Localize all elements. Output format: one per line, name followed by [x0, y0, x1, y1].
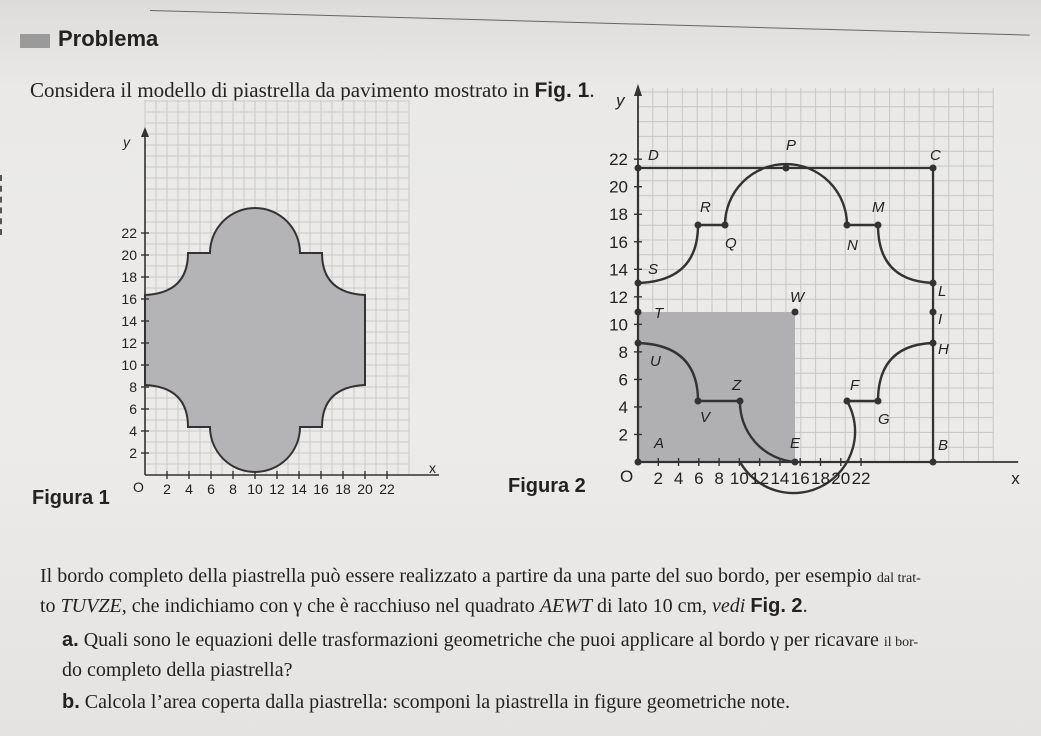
- figure-1-x-tick: 14: [291, 481, 307, 497]
- figure-1-x-tick: 20: [357, 481, 373, 497]
- body-line-2-a: to: [40, 595, 56, 617]
- figure-1-y-tick: 8: [129, 379, 137, 395]
- point-label-v: V: [700, 409, 711, 426]
- figure-2-y-tick: 4: [618, 397, 628, 417]
- figure-2-x-tick: 22: [851, 469, 871, 488]
- figure-1-y-tick: 20: [121, 247, 137, 263]
- body-figure-ref: Fig. 2: [750, 595, 803, 617]
- figure-2-y-tick: 6: [618, 370, 628, 390]
- question-b-letter: b.: [62, 691, 80, 713]
- figure-1-x-tick: 8: [229, 481, 237, 497]
- point-label-a: A: [654, 435, 665, 452]
- figure-1-y-tick: 6: [129, 401, 137, 417]
- figure-1-origin: O: [133, 479, 144, 495]
- figure-2-x-tick: 4: [673, 469, 684, 488]
- figure-2-x-tick: 14: [770, 469, 790, 488]
- question-a-letter: a.: [62, 629, 79, 651]
- figure-2-x-tick: 12: [750, 469, 770, 488]
- figure-2-y-tick: 8: [618, 342, 628, 362]
- figure-1-y-label: y: [123, 134, 130, 150]
- figure-2-y-tick: 20: [609, 177, 628, 197]
- point-label-n: N: [847, 237, 858, 254]
- figure-1: [100, 85, 460, 515]
- binding-marks: [0, 175, 6, 235]
- point-label-w: W: [790, 289, 805, 306]
- intro-period: .: [589, 78, 595, 102]
- figure-2-x-tick: 8: [714, 469, 724, 488]
- body-line-2-b: , che indichiamo con γ che è racchiuso nel quadrato: [121, 595, 535, 617]
- point-label-e: E: [790, 435, 801, 452]
- figure-1-x-tick: 12: [269, 481, 285, 497]
- question-a-text-2: do completo della piastrella?: [62, 659, 293, 681]
- figure-1-label: Figura 1: [32, 487, 110, 509]
- question-b-text: Calcola l’area coperta dalla piastrella: scomponi la piastrella in figure geometriche note.: [84, 691, 791, 713]
- figure-2-y-tick: 10: [609, 315, 628, 335]
- point-label-l: L: [938, 283, 947, 300]
- body-line-2-c: di lato 10 cm,: [597, 595, 708, 617]
- body-line-1-text: Il bordo completo della piastrella può essere realizzato a partire da una parte del suo bordo, per esempio: [40, 565, 872, 587]
- figure-1-x-tick: 18: [335, 481, 351, 497]
- figure-2-x-tick: 2: [653, 469, 664, 488]
- figure-1-x-tick: 6: [207, 481, 215, 497]
- point-label-u: U: [650, 353, 661, 370]
- figure-1-x-tick: 22: [379, 481, 395, 497]
- figure-2-x-tick: 6: [694, 469, 704, 488]
- figure-1-y-tick: 18: [121, 269, 137, 285]
- body-line-1-small: dal trat-: [876, 571, 921, 586]
- figure-2-label: Figura 2: [508, 475, 586, 497]
- point-label-i: I: [938, 311, 943, 328]
- point-label-c: C: [930, 147, 941, 164]
- point-label-z: Z: [732, 377, 742, 394]
- figure-1-x-tick: 4: [185, 481, 193, 497]
- body-line-1: [40, 563, 921, 592]
- point-label-t: T: [654, 305, 664, 322]
- figure-2-origin: O: [620, 467, 634, 486]
- figure-2-x-tick: 20: [831, 469, 851, 488]
- figure-2-x-tick: 10: [729, 469, 749, 488]
- figure-1-y-tick: 12: [121, 335, 137, 351]
- point-label-s: S: [648, 261, 659, 278]
- square-name: AEWT: [539, 595, 593, 617]
- figure-2-y-tick: 18: [609, 205, 628, 225]
- figure-1-y-tick: 4: [129, 423, 137, 439]
- intro-sentence: Considera il modello di piastrella da pavimento mostrato in: [30, 78, 530, 102]
- point-label-m: M: [872, 199, 885, 216]
- figure-2-y-tick: 12: [609, 287, 628, 307]
- question-a-text: Quali sono le equazioni delle trasformazioni geometriche che puoi applicare al bordo γ per ricavare: [83, 629, 879, 651]
- question-b: [62, 689, 790, 715]
- point-label-r: R: [700, 199, 711, 216]
- figure-1-y-tick: 10: [121, 357, 137, 373]
- point-label-p: P: [786, 137, 797, 154]
- figure-2-x-label: x: [1011, 469, 1020, 488]
- figure-2: [600, 78, 1020, 508]
- point-label-d: D: [648, 147, 659, 164]
- figure-2-x-tick: 18: [811, 469, 830, 488]
- point-label-f: F: [850, 377, 860, 394]
- question-a-small: il bor-: [883, 635, 919, 650]
- figure-1-x-tick: 10: [247, 481, 263, 497]
- figure-1-y-tick: 14: [121, 313, 137, 329]
- figure-1-x-tick: 16: [313, 481, 329, 497]
- figure-1-y-tick: 22: [121, 225, 137, 241]
- problem-heading: Problema: [58, 26, 159, 51]
- question-a-line-1: [62, 627, 918, 656]
- body-line-2: [40, 593, 808, 619]
- figure-2-y-tick: 16: [609, 232, 628, 252]
- question-a-line-2: [62, 657, 292, 683]
- vedi-word: vedi: [712, 595, 746, 617]
- figure-1-x-tick: 2: [163, 481, 171, 497]
- figure-1-y-tick: 16: [121, 291, 137, 307]
- figure-2-x-tick: 16: [790, 469, 810, 488]
- point-label-g: G: [878, 411, 890, 428]
- figure-1-y-tick: 2: [129, 445, 137, 461]
- figure-2-y-tick: 2: [618, 425, 628, 445]
- point-label-h: H: [938, 341, 949, 358]
- point-label-q: Q: [725, 235, 737, 252]
- intro-figure-ref: Fig. 1: [534, 79, 590, 102]
- point-label-b: B: [938, 437, 949, 454]
- figure-1-x-label: x: [429, 460, 436, 476]
- figure-2-y-tick: 22: [609, 150, 628, 170]
- figure-2-y-label: y: [616, 91, 625, 110]
- body-line-2-end: .: [802, 595, 808, 617]
- segment-tuvze: TUVZE: [60, 595, 122, 617]
- heading-bullet-icon: [20, 34, 50, 48]
- figure-2-y-tick: 14: [609, 260, 628, 280]
